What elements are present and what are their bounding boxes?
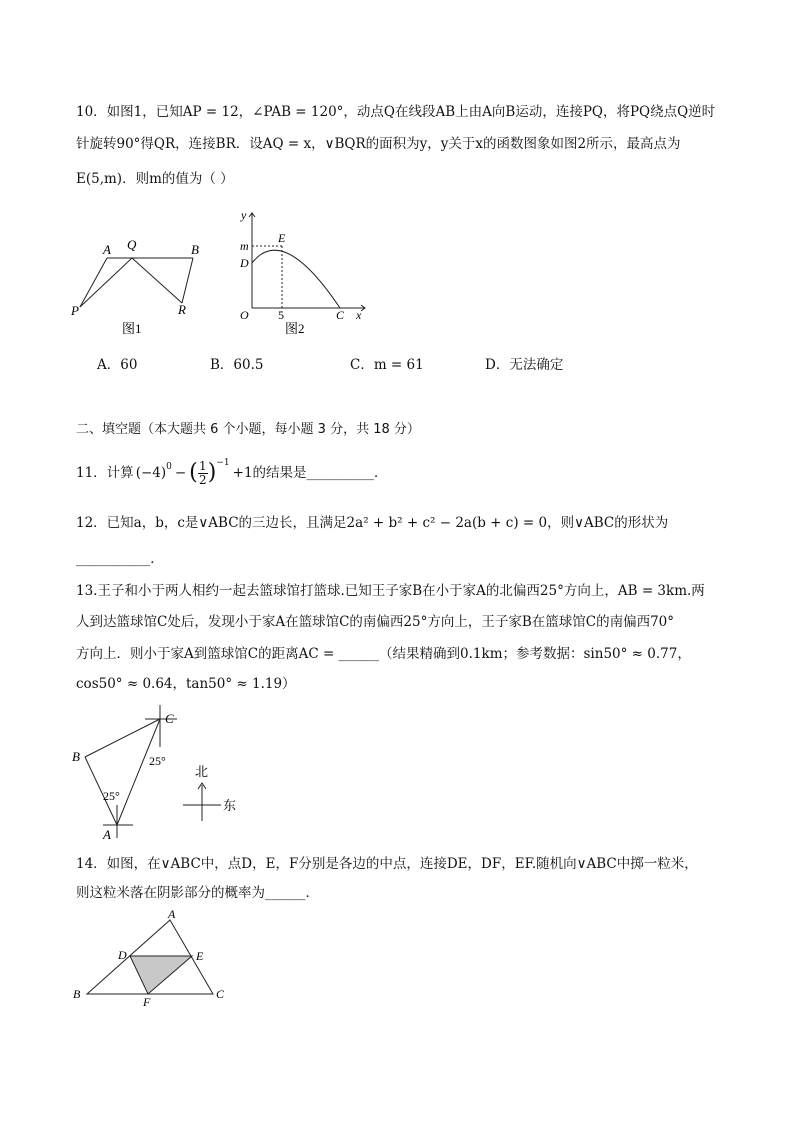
q12-line-1: 12．已知a，b，c是∨ABC的三边长，且满足2a² + b² + c² − 2a(b + c) = 0，则∨ABC的形状为 — [76, 515, 669, 531]
q13-figure — [65, 695, 255, 845]
q10-line-3: E(5,m)．则m的值为（ ） — [76, 171, 234, 187]
q10-line-2: 针旋转90°得QR，连接BR．设AQ = x，∨BQR的面积为y，y关于x的函数图象如图2所示，最高点为 — [76, 136, 681, 152]
q12-line-2: ___________． — [76, 551, 164, 567]
q11-paren-right: ) — [207, 460, 217, 485]
fig13-label-c: C — [165, 711, 174, 726]
q11-term-a: (−4) — [135, 465, 167, 481]
q10-figure-2 — [235, 205, 375, 345]
fig13-label-north: 北 — [195, 764, 209, 779]
fig2-label-y: y — [241, 208, 247, 222]
fig2-label-c: C — [336, 308, 345, 322]
q10-option-a[interactable]: A．60 — [97, 357, 138, 373]
q11-fraction-den: 2 — [198, 472, 207, 487]
fig1-caption: 图1 — [122, 321, 142, 336]
fig2-label-e: E — [278, 231, 286, 245]
fig1-label-a: A — [103, 242, 111, 257]
q10-option-b[interactable]: B．60.5 — [210, 357, 264, 373]
fig2-label-x: x — [356, 308, 362, 322]
fig14-label-b: B — [73, 987, 81, 1001]
q11-suffix: 的结果是__________． — [252, 465, 388, 481]
q14-figure — [65, 905, 245, 1010]
section-2-heading: 二、填空题（本大题共 6 个小题，每小题 3 分，共 18 分） — [76, 422, 420, 437]
q10-line-1: 10．如图1，已知AP = 12，∠PAB = 120°，动点Q在线段AB上由A向B运动，连接PQ，将PQ绕点Q逆时 — [76, 104, 716, 120]
q14-line-1: 14．如图，在∨ABC中，点D，E，F分别是各边的中点，连接DE，DF，EF.随机向∨ABC中掷一粒米， — [76, 856, 698, 872]
fig13-label-a: A — [103, 827, 111, 842]
fig13-label-b: B — [72, 749, 80, 764]
fig13-angle-a: 25° — [103, 789, 120, 803]
q13-line-2: 人到达篮球馆C处后，发现小于家A在篮球馆C的南偏西25°方向上，王子家B在篮球馆C的南偏西70° — [76, 614, 675, 630]
q11-exp-a: 0 — [166, 462, 172, 472]
fig1-label-r: R — [178, 302, 186, 317]
fig13-label-east: 东 — [223, 798, 237, 813]
fig14-label-d: D — [118, 948, 127, 962]
q11-plus-one: +1 — [232, 465, 253, 481]
q11-fraction — [198, 460, 208, 487]
q14-line-2: 则这粒米落在阴影部分的概率为______． — [76, 885, 319, 901]
q13-line-3: 方向上．则小于家A到篮球馆C的距离AC = ______（结果精确到0.1km；参考数据：sin50° ≈ 0.77， — [76, 646, 691, 662]
q11-minus: − — [174, 465, 187, 481]
fig2-label-o: O — [240, 308, 249, 322]
q13-line-4: cos50° ≈ 0.64，tan50° ≈ 1.19） — [76, 676, 296, 692]
fig2-label-d: D — [240, 256, 249, 270]
fig13-angle-c: 25° — [149, 754, 166, 768]
fig14-label-a: A — [168, 907, 176, 921]
fig14-label-c: C — [216, 987, 225, 1001]
fig1-label-q: Q — [127, 237, 137, 252]
fig2-label-5: 5 — [278, 308, 284, 322]
q11-line — [76, 455, 388, 491]
q10-figure-1 — [65, 235, 215, 345]
q11-exp-b: −1 — [216, 458, 230, 468]
q11-prefix: 11．计算 — [76, 465, 134, 481]
q11-fraction-num: 1 — [198, 458, 207, 473]
q11-paren-left: ( — [189, 460, 198, 485]
fig14-shaded-triangle — [130, 956, 192, 994]
q10-option-d[interactable]: D．无法确定 — [485, 357, 564, 373]
fig1-label-b: B — [191, 242, 199, 257]
q10-option-c[interactable]: C．m = 61 — [350, 357, 424, 373]
fig14-label-e: E — [196, 949, 204, 963]
q13-line-1: 13.王子和小于两人相约一起去篮球馆打篮球.已知王子家B在小于家A的北偏西25°方向上，AB = 3km.两 — [76, 583, 705, 599]
fig14-label-f: F — [143, 995, 151, 1009]
fig1-label-p: P — [71, 303, 79, 318]
fig2-label-m: m — [240, 239, 249, 253]
fig2-caption: 图2 — [285, 321, 305, 336]
